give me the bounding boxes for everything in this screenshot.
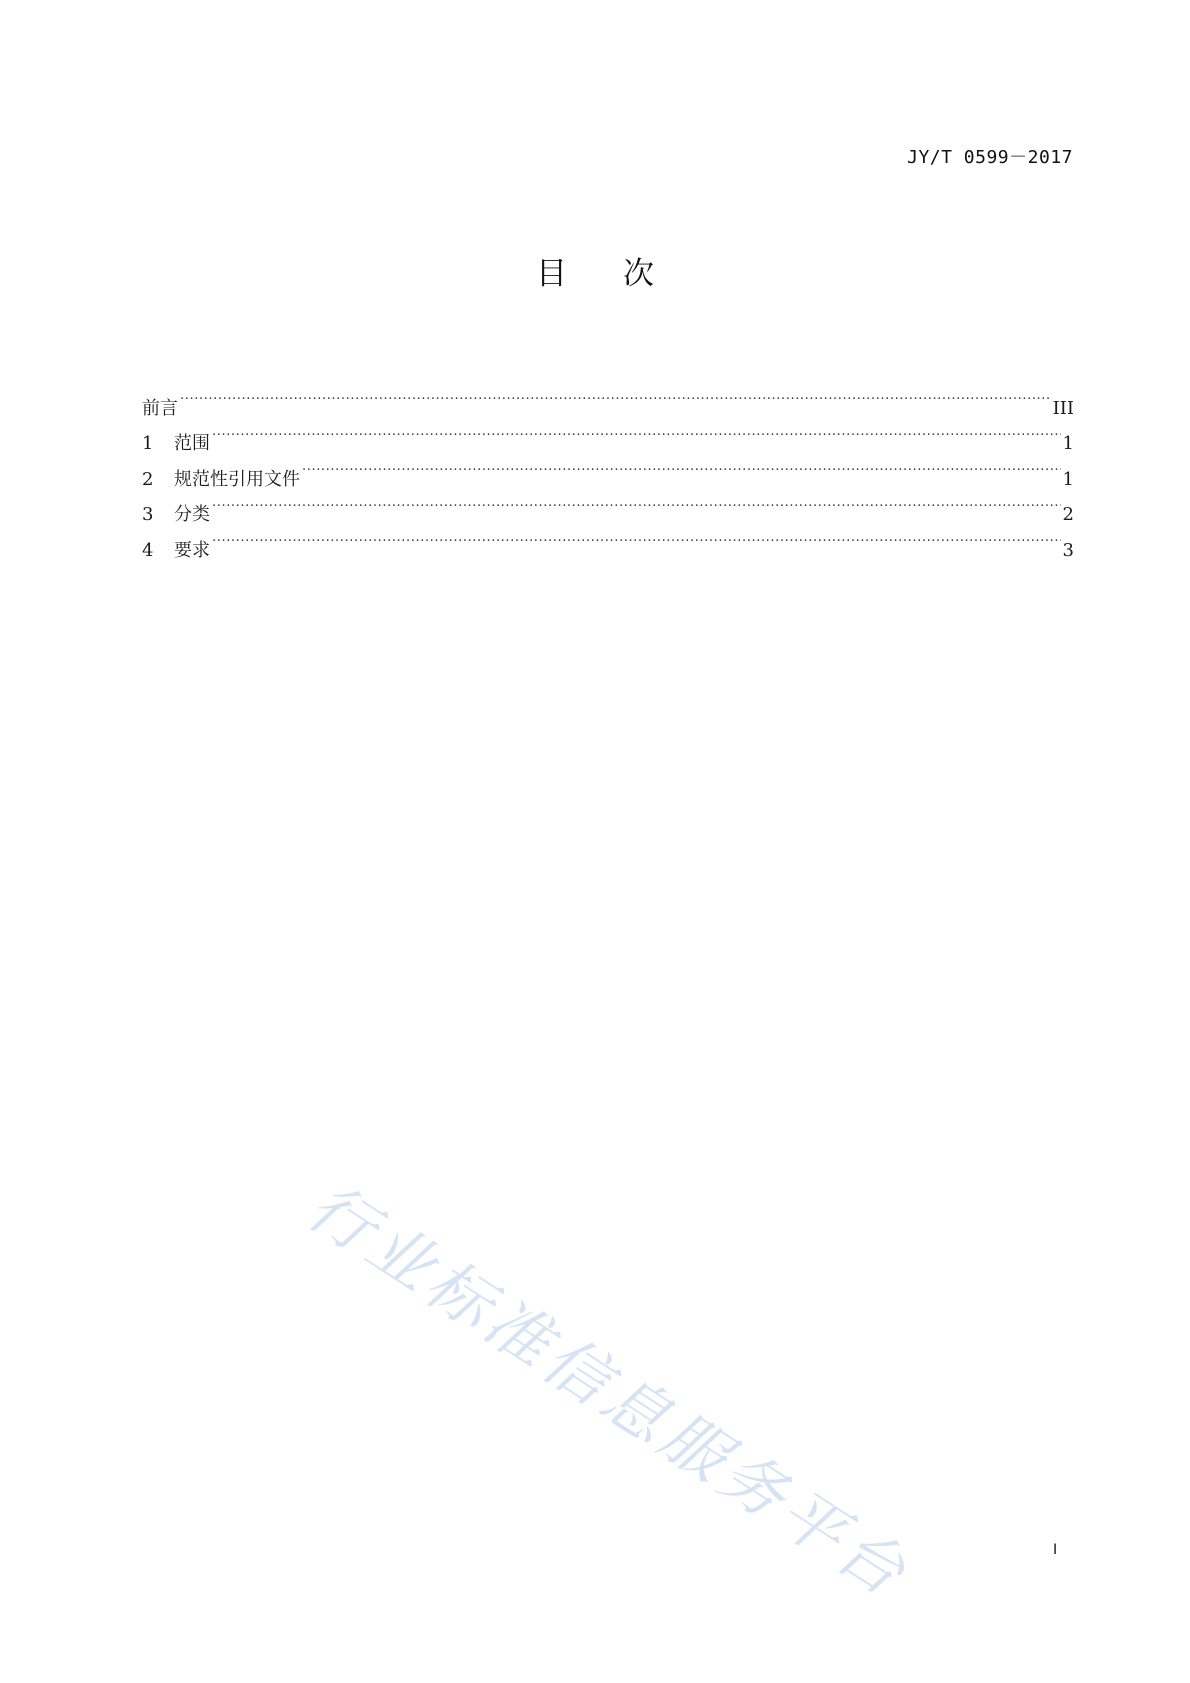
page-title: 目次 bbox=[536, 256, 710, 292]
toc-entry-number: 2 bbox=[142, 468, 154, 490]
toc-entry-page: 3 bbox=[1062, 539, 1074, 561]
toc-entry-requirements[interactable] bbox=[142, 520, 1074, 561]
standard-code: JY/T 0599－2017 bbox=[907, 147, 1073, 168]
toc-entry-text: 要求 bbox=[174, 539, 210, 561]
toc-entry-text: 分类 bbox=[174, 504, 210, 525]
toc-leader-dots bbox=[302, 449, 1061, 485]
toc-entry-number: 4 bbox=[142, 539, 154, 561]
toc-entry-text: 规范性引用文件 bbox=[174, 468, 300, 490]
toc-entry-normative-references[interactable] bbox=[142, 449, 1074, 490]
toc-leader-dots bbox=[180, 378, 1051, 414]
toc-entry-number: 3 bbox=[142, 504, 154, 525]
toc-entry-number: 1 bbox=[142, 433, 154, 454]
toc-entry-classification[interactable] bbox=[142, 485, 1074, 525]
page-number: I bbox=[1053, 1542, 1058, 1558]
toc-entry-scope[interactable] bbox=[142, 414, 1074, 454]
toc-entry-page: III bbox=[1052, 397, 1074, 419]
toc-leader-dots bbox=[212, 414, 1061, 450]
toc-entry-text: 范围 bbox=[174, 433, 210, 454]
toc-entry-page: 1 bbox=[1062, 433, 1074, 454]
table-of-contents bbox=[142, 378, 1074, 561]
toc-entry-text: 前言 bbox=[142, 397, 178, 419]
toc-entry-foreword[interactable] bbox=[142, 378, 1074, 419]
toc-entry-page: 1 bbox=[1062, 468, 1074, 490]
toc-leader-dots bbox=[212, 520, 1061, 556]
toc-entry-page: 2 bbox=[1062, 504, 1074, 525]
toc-leader-dots bbox=[212, 485, 1061, 521]
watermark: 行业标准信息服务平台 bbox=[294, 1170, 922, 1614]
